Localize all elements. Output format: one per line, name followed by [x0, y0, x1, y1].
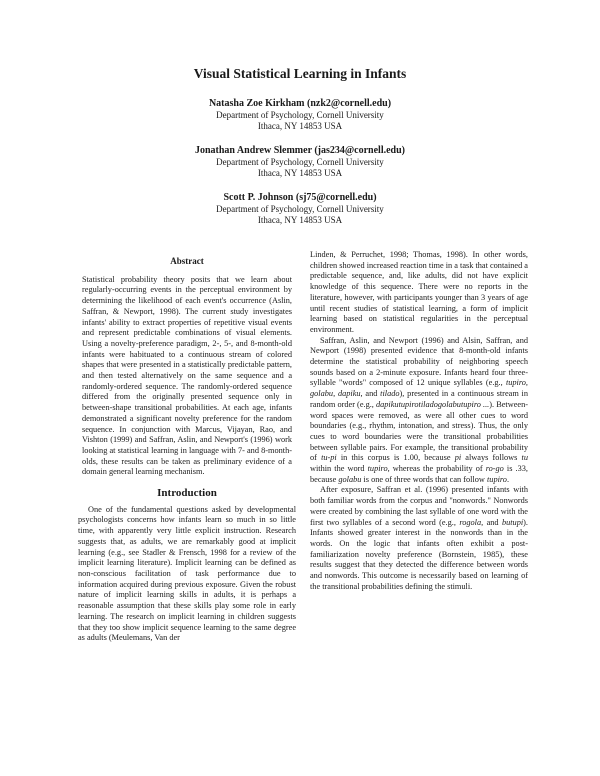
abstract-heading: Abstract: [170, 256, 204, 266]
author-department: Department of Psychology, Cornell University: [216, 110, 384, 120]
body-paragraph-3: After exposure, Saffran et al. (1996) presented infants with both familiar words from the corpus and "nonwords." Nonwords were created by combining the last syllable of one word with the first two syllables of a second word (e.g., rogola, and butupi). Infants showed greater interest in the nonwords than in the words. On the logic that infants often exhibit a post-familiarization novelty preference (Bornstein, 1985), these results suggest that they detected the difference between words and nonwords. This outcome is necessarily based on learning of the transitional probabilities defining the stimuli.: [310, 485, 528, 591]
abstract-text: Statistical probability theory posits that we learn about regularly-occurring events in the perceptual environment by determining the likelihood of each event's occurrence (Aslin, Saffran, & Newport, 1998). The current study investigates infants' ability to extract properties of repetitive visual events and represent predictable combinations of visual elements. Using a novelty-preference paradigm, 2-, 5-, and 8-month-old infants were habituated to a continuous stream of colored shapes that were presented in a statistically predictable pattern, and then tested alternatively on the same sequence and a randomly-ordered sequence. The randomly-ordered sequence differed from the originally presented sequence only in between-shape transitional probabilities. At each age, infants demonstrated a significant novelty preference for the random sequence. In conjunction with Marcus, Vijayan, Rao, and Vishton (1999) and Saffran, Aslin, and Newport's (1996) work looking at statistical learning in language with 7- and 8-month-olds, these results can be taken as preliminary evidence of a domain general learning mechanism.: [82, 274, 292, 477]
author-department: Department of Psychology, Cornell University: [216, 204, 384, 214]
intro-paragraph: One of the fundamental questions asked by developmental psychologists concerns how infants learn so much in so little time, with apparently very little explicit instruction. Research suggests that, as adults, we are remarkably good at implicit learning (e.g., see Stadler & Frensch, 1998 for a review of the implicit learning literature). Implicit learning can be defined as non-conscious facilitation of task performance due to information acquired during previous exposure. Given the robust nature of implicit learning skills in adults, it is perhaps a reasonable assumption that these skills play some role in early learning. The research on implicit learning in children suggests that they too show implicit sequence learning to the same degree as adults (Meulemans, Van der: [78, 504, 296, 643]
paper-title: Visual Statistical Learning in Infants: [193, 66, 407, 81]
author-block-1: [0, 98, 600, 132]
author-city: Ithaca, NY 14853 USA: [257, 121, 343, 131]
body-paragraph-1: Linden, & Perruchet, 1998; Thomas, 1998). In other words, children showed increased reaction time in a task that contained a predictable sequence, and, like adults, did not have explicit knowledge of this sequence. There were no reports in the literature, however, with participants younger than 3 years of age until recent studies of statistical learning, a form of implicit learning based on statistical regularities in the perceptual environment.: [310, 250, 528, 334]
introduction-body: [78, 505, 296, 644]
right-column: [310, 250, 528, 593]
body-paragraph-2: Saffran, Aslin, and Newport (1996) and Alsin, Saffran, and Newport (1998) presented evidence that 8-month-old infants determine the statistical probability of neighboring speech sounds based on a 2-minute exposure. Infants heard four three-syllable "words" composed of 12 unique syllables (e.g., tupiro, golabu, dapiku, and tilado), presented in a continuous stream in random order (e.g., dapikutupirotiladogolabutupiro ...). Between-word spaces were removed, as were all other cues to word boundaries (e.g., rhythm, intonation, and stress). Thus, the only cues to word boundaries were the transitional probabilities between syllable pairs. For example, the transitional probability of tu-pi in this corpus is 1.00, because pi always follows tu within the word tupiro, whereas the probability of ro-go is .33, because golabu is one of three words that can follow tupiro.: [310, 335, 529, 484]
introduction-heading: Introduction: [157, 487, 217, 500]
author-name: Scott P. Johnson (sj75@cornell.edu): [223, 192, 377, 203]
author-name: Jonathan Andrew Slemmer (jas234@cornell.edu): [194, 145, 406, 156]
author-name: Natasha Zoe Kirkham (nzk2@cornell.edu): [208, 98, 392, 109]
left-column: [78, 256, 296, 644]
abstract: [78, 275, 296, 478]
author-city: Ithaca, NY 14853 USA: [257, 215, 343, 225]
author-city: Ithaca, NY 14853 USA: [257, 168, 343, 178]
author-department: Department of Psychology, Cornell University: [216, 157, 384, 167]
author-block-3: [0, 192, 600, 226]
author-block-2: [0, 145, 600, 179]
